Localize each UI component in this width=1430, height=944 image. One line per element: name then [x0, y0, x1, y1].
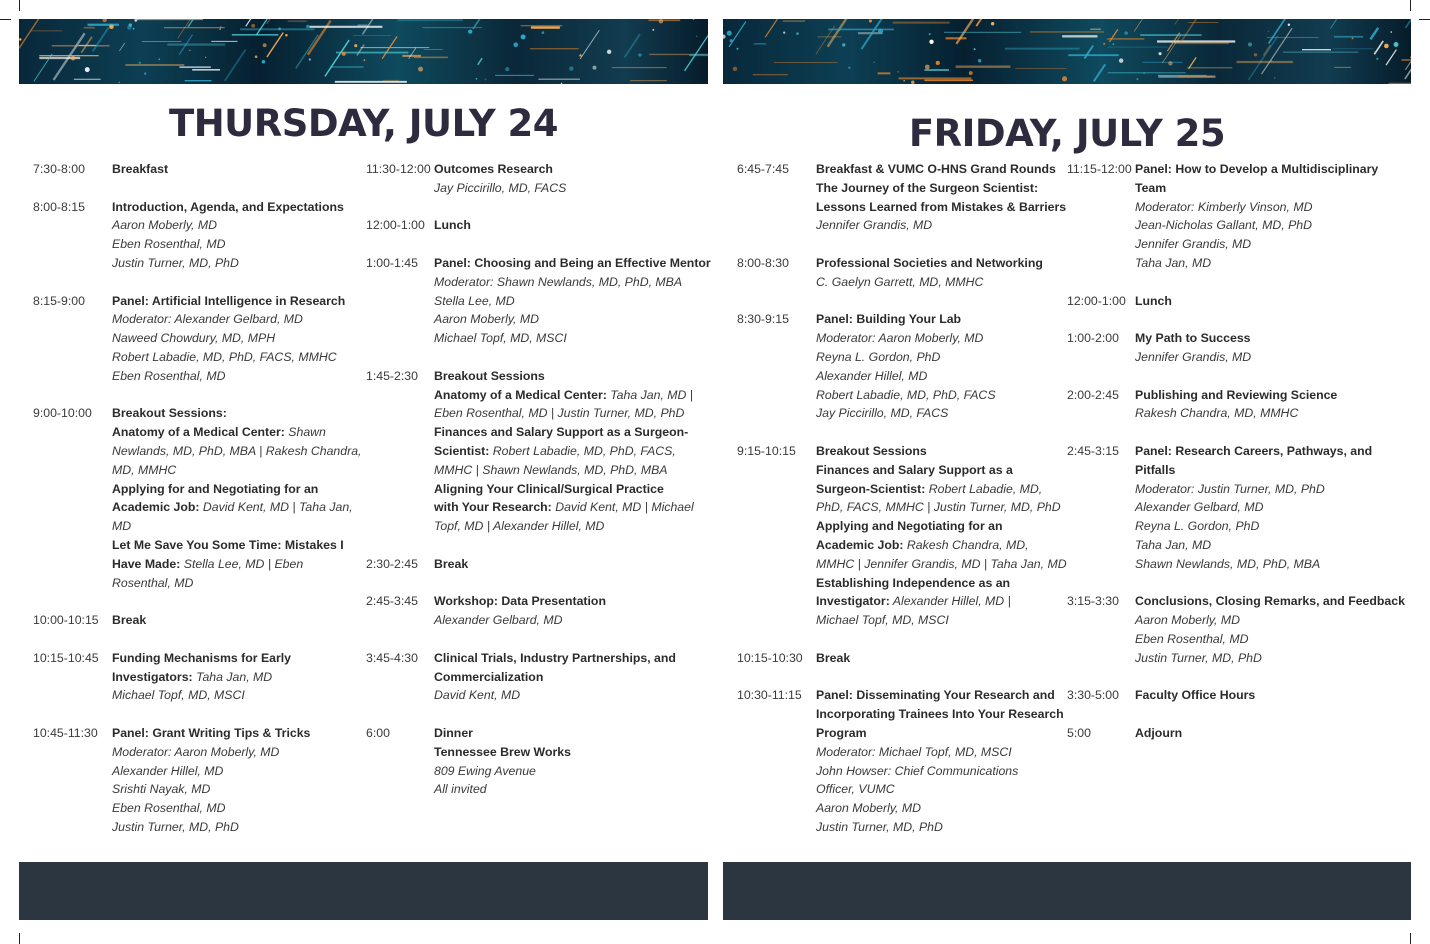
entry-title: Panel: Disseminating Your Research and Incorporating Trainees Into Your Research Program: [816, 688, 1064, 740]
schedule-column: [33, 160, 365, 855]
entry-body: [112, 404, 365, 592]
entry-title: Break: [816, 650, 851, 665]
speaker-line: MMHC | Shawn Newlands, MD, PhD, MBA: [434, 462, 668, 477]
entry-details: [1135, 404, 1407, 423]
speaker-line: Michael Topf, MD, MSCI: [112, 688, 245, 703]
speaker-line: Justin Turner, MD, PhD: [112, 255, 239, 270]
session-title: with Your Research:: [434, 500, 552, 515]
entry-details: [434, 743, 711, 799]
schedule-column: [737, 160, 1067, 855]
entry-body: [1135, 386, 1407, 424]
entry-time: 10:15-10:45: [33, 650, 99, 665]
entry-title: Panel: Building Your Lab: [816, 312, 962, 327]
entry-title: Panel: Artificial Intelligence in Research: [112, 293, 346, 308]
entry-details: [1135, 611, 1407, 667]
speaker-line: Alexander Hillel, MD: [816, 368, 928, 383]
schedule-entry: [33, 198, 365, 273]
entry-title: Outcomes Research: [434, 162, 553, 176]
entry-title: Breakfast: [112, 162, 169, 176]
entry-title: Lunch: [1135, 293, 1172, 308]
entry-time: 2:00-2:45: [1067, 387, 1119, 402]
speaker-line: Michael Topf, MD, MSCI: [434, 331, 567, 346]
session-speakers: Shawn: [288, 425, 326, 440]
entry-time: 12:00-1:00: [1067, 293, 1126, 308]
schedule-entry: [366, 592, 711, 630]
schedule-entry: [33, 292, 365, 386]
session-speakers: Alexander Hillel, MD |: [892, 594, 1011, 609]
speaker-line: Jay Piccirillo, MD, FACS: [816, 406, 949, 421]
entry-body: [816, 686, 1067, 836]
entry-body: [1135, 292, 1407, 311]
crop-mark: [1410, 0, 1411, 11]
session-line: [434, 442, 711, 461]
entry-details: [434, 386, 711, 536]
schedule-entry: [366, 724, 711, 799]
speaker-line: Newlands, MD, PhD, MBA | Rakesh Chandra,: [112, 443, 362, 458]
session-title: Anatomy of a Medical Center:: [112, 425, 285, 440]
session-title: Let Me Save You Some Time: Mistakes I: [112, 537, 344, 552]
entry-title: Breakout Sessions: [816, 443, 927, 458]
speaker-line: MD, MMHC: [112, 462, 177, 477]
schedule-column: [1067, 160, 1407, 762]
entry-title: Workshop: Data Presentation: [434, 594, 606, 609]
speaker-line: Eben Rosenthal, MD: [112, 801, 226, 816]
entry-body: [1135, 329, 1407, 367]
schedule-entry: [366, 555, 711, 574]
session-title: Academic Job:: [816, 537, 904, 552]
entry-details: [816, 273, 1067, 292]
entry-details: [112, 216, 365, 272]
speaker-line: Moderator: Aaron Moberly, MD: [816, 331, 984, 346]
entry-title: Panel: Research Careers, Pathways, and Pitfalls: [1135, 443, 1373, 477]
schedule-entry: [737, 686, 1067, 836]
speaker-line: Officer, VUMC: [816, 782, 895, 797]
schedule-entry: [366, 216, 711, 235]
session-line: [112, 498, 365, 517]
speaker-line: Eben Rosenthal, MD: [112, 237, 226, 252]
entry-time: 6:45-7:45: [737, 162, 789, 176]
entry-details: [1135, 348, 1407, 367]
day-title: FRIDAY, JULY 25: [908, 112, 1226, 155]
speaker-line: Taha Jan, MD: [1135, 255, 1212, 270]
entry-details: [434, 273, 711, 348]
entry-time: 2:45-3:15: [1067, 443, 1119, 458]
schedule-entry: [1067, 386, 1407, 424]
entry-title: Faculty Office Hours: [1135, 688, 1256, 703]
entry-title: Conclusions, Closing Remarks, and Feedback: [1135, 594, 1405, 609]
entry-body: [434, 254, 711, 348]
schedule-entry: [1067, 592, 1407, 667]
entry-details: [816, 216, 1067, 235]
session-line: [434, 386, 711, 405]
session-line: [434, 498, 711, 517]
speaker-line: Eben Rosenthal, MD: [1135, 631, 1249, 646]
entry-body: [1135, 160, 1407, 273]
entry-title: Publishing and Reviewing Science: [1135, 387, 1338, 402]
entry-time: 12:00-1:00: [366, 218, 425, 233]
speaker-line: PhD, FACS, MMHC | Justin Turner, MD, PhD: [816, 500, 1061, 515]
entry-time: 1:00-1:45: [366, 255, 418, 270]
session-title: Academic Job:: [112, 500, 200, 515]
speaker-line: MD: [112, 519, 132, 534]
entry-body: [816, 442, 1067, 630]
speaker-line: Rosenthal, MD: [112, 575, 194, 590]
entry-details: [112, 310, 365, 385]
speaker-line: Eben Rosenthal, MD | Justin Turner, MD, PhD: [434, 406, 685, 421]
entry-title: Panel: Grant Writing Tips & Tricks: [112, 725, 311, 740]
speaker-line: All invited: [434, 782, 487, 797]
session-title: Establishing Independence as an: [816, 575, 1011, 590]
speaker-line: C. Gaelyn Garrett, MD, MMHC: [816, 274, 984, 289]
entry-details: [434, 179, 711, 198]
crop-mark: [0, 19, 11, 20]
session-line: [112, 668, 365, 687]
speaker-line: Michael Topf, MD, MSCI: [816, 613, 949, 628]
schedule-entry: [1067, 160, 1407, 273]
entry-body: [434, 216, 711, 235]
entry-time: 11:30-12:00: [366, 162, 431, 176]
schedule-entry: [366, 254, 711, 348]
entry-details: [112, 668, 365, 706]
entry-title: Break: [112, 613, 147, 628]
speaker-line: Jennifer Grandis, MD: [1135, 349, 1252, 364]
entry-time: 6:00: [366, 725, 390, 740]
session-line: [434, 423, 711, 442]
session-speakers: Taha Jan, MD: [196, 669, 273, 684]
speaker-line: Justin Turner, MD, PhD: [112, 819, 239, 834]
entry-title: Lunch: [434, 218, 471, 233]
schedule-entry: [366, 160, 711, 198]
entry-body: [816, 649, 1067, 668]
entry-time: 11:15-12:00: [1067, 162, 1132, 176]
speaker-line: Eben Rosenthal, MD: [112, 368, 226, 383]
session-line: [816, 574, 1067, 593]
session-title: Finances and Salary Support as a Surgeon-: [434, 425, 689, 440]
session-title: Finances and Salary Support as a: [816, 462, 1013, 477]
speaker-line: Moderator: Alexander Gelbard, MD: [112, 312, 303, 327]
session-title: Tennessee Brew Works: [434, 744, 571, 759]
entry-time: 8:00-8:30: [737, 255, 789, 270]
session-title: Have Made:: [112, 556, 181, 571]
entry-time: 1:45-2:30: [366, 368, 418, 383]
entry-title: Dinner: [434, 725, 473, 740]
entry-details: [816, 461, 1067, 630]
session-speakers: Taha Jan, MD |: [610, 387, 694, 402]
speaker-line: Shawn Newlands, MD, PhD, MBA: [1135, 556, 1321, 571]
session-line: [816, 461, 1067, 480]
speaker-line: Robert Labadie, MD, PhD, FACS: [816, 387, 996, 402]
session-speakers: Robert Labadie, MD,: [928, 481, 1043, 496]
session-line: [112, 480, 365, 499]
speaker-line: Alexander Gelbard, MD: [434, 613, 563, 628]
entry-body: [434, 555, 711, 574]
entry-title: Breakout Sessions: [434, 368, 545, 383]
schedule-entry: [737, 160, 1067, 235]
schedule-entry: [1067, 724, 1407, 743]
session-title: Investigator:: [816, 594, 890, 609]
schedule-entry: [366, 649, 711, 705]
banner-image: [19, 19, 708, 84]
schedule-entry: [1067, 292, 1407, 311]
entry-body: [112, 292, 365, 386]
entry-details: [1135, 480, 1407, 574]
session-title: Applying for and Negotiating for an: [112, 481, 319, 496]
schedule-column: [366, 160, 711, 818]
entry-title: Breakout Sessions:: [112, 406, 227, 421]
entry-body: [816, 160, 1067, 235]
entry-body: [112, 649, 365, 705]
session-title: Investigators:: [112, 669, 193, 684]
footer-band: [723, 862, 1411, 920]
entry-body: [1135, 592, 1407, 667]
entry-body: [434, 649, 711, 705]
page-friday: [723, 0, 1411, 944]
entry-title: Adjourn: [1135, 725, 1183, 740]
entry-time: 3:15-3:30: [1067, 594, 1119, 609]
entry-time: 8:15-9:00: [33, 293, 85, 308]
entry-time: 5:00: [1067, 725, 1091, 740]
speaker-line: 809 Ewing Avenue: [434, 763, 536, 778]
session-line: [434, 743, 711, 762]
entry-time: 7:30-8:00: [33, 162, 85, 176]
speaker-line: Alexander Hillel, MD: [112, 763, 224, 778]
session-speakers: Rakesh Chandra, MD,: [906, 537, 1029, 552]
entry-body: [112, 724, 365, 837]
crop-mark: [1419, 19, 1430, 20]
session-speakers: David Kent, MD | Michael: [555, 500, 694, 515]
entry-title: Break: [434, 556, 469, 571]
entry-time: 2:30-2:45: [366, 556, 418, 571]
session-title: Applying and Negotiating for an: [816, 519, 1003, 534]
entry-body: [434, 160, 711, 198]
schedule-entry: [1067, 329, 1407, 367]
schedule-entry: [33, 649, 365, 705]
footer-band: [19, 862, 708, 920]
speaker-line: Aaron Moberly, MD: [1135, 613, 1241, 628]
schedule-entry: [1067, 442, 1407, 574]
session-title: Anatomy of a Medical Center:: [434, 387, 607, 402]
schedule-entry: [33, 404, 365, 592]
entry-time: 8:30-9:15: [737, 312, 789, 327]
schedule-entry: [366, 367, 711, 536]
entry-title: Introduction, Agenda, and Expectations: [112, 199, 344, 214]
entry-time: 9:15-10:15: [737, 443, 796, 458]
entry-title: Clinical Trials, Industry Partnerships, and Commercialization: [434, 650, 676, 684]
session-line: [112, 423, 365, 442]
schedule-entry: [737, 649, 1067, 668]
speaker-line: Aaron Moberly, MD: [434, 312, 540, 327]
session-line: [112, 555, 365, 574]
entry-body: [1135, 724, 1407, 743]
entry-time: 3:30-5:00: [1067, 688, 1119, 703]
speaker-line: Rakesh Chandra, MD, MMHC: [1135, 406, 1299, 421]
entry-title: Breakfast & VUMC O-HNS Grand Rounds The Journey of the Surgeon Scientist: Lessons Learned from Mistakes & Barriers: [816, 162, 1067, 214]
entry-body: [816, 254, 1067, 292]
entry-body: [816, 310, 1067, 423]
speaker-line: Reyna L. Gordon, PhD: [1135, 519, 1260, 534]
speaker-line: Jean-Nicholas Gallant, MD, PhD: [1135, 218, 1313, 233]
speaker-line: Moderator: Kimberly Vinson, MD: [1135, 199, 1313, 214]
session-title: Surgeon-Scientist:: [816, 481, 926, 496]
crop-mark: [19, 933, 20, 944]
crop-mark: [19, 0, 20, 11]
banner-image: [723, 19, 1411, 84]
speaker-line: Robert Labadie, MD, PhD, FACS, MMHC: [112, 349, 337, 364]
entry-title: My Path to Success: [1135, 331, 1251, 346]
entry-time: 10:30-11:15: [737, 688, 802, 703]
entry-body: [434, 592, 711, 630]
entry-time: 8:00-8:15: [33, 199, 85, 214]
entry-body: [112, 198, 365, 273]
session-speakers: Robert Labadie, MD, PhD, FACS,: [492, 443, 676, 458]
speaker-line: Moderator: Michael Topf, MD, MSCI: [816, 744, 1012, 759]
session-line: [816, 480, 1067, 499]
crop-mark: [1410, 933, 1411, 944]
session-line: [816, 517, 1067, 536]
speaker-line: Jay Piccirillo, MD, FACS: [434, 180, 567, 195]
schedule-entry: [33, 611, 365, 630]
entry-time: 9:00-10:00: [33, 406, 92, 421]
entry-title: Professional Societies and Networking: [816, 255, 1043, 270]
entry-body: [434, 367, 711, 536]
entry-details: [112, 423, 365, 592]
entry-body: [112, 160, 365, 179]
entry-body: [112, 611, 365, 630]
entry-time: 1:00-2:00: [1067, 331, 1119, 346]
speaker-line: Justin Turner, MD, PhD: [1135, 650, 1262, 665]
speaker-line: Aaron Moberly, MD: [112, 218, 218, 233]
speaker-line: John Howser: Chief Communications: [816, 763, 1019, 778]
entry-time: 10:15-10:30: [737, 650, 803, 665]
speaker-line: Naweed Chowdury, MD, MPH: [112, 331, 276, 346]
speaker-line: Stella Lee, MD: [434, 293, 515, 308]
entry-body: [1135, 442, 1407, 574]
session-line: [816, 536, 1067, 555]
schedule-entry: [33, 724, 365, 837]
entry-details: [434, 611, 711, 630]
speaker-line: Taha Jan, MD: [1135, 537, 1212, 552]
speaker-line: Justin Turner, MD, PhD: [816, 819, 943, 834]
schedule-entry: [737, 254, 1067, 292]
schedule-entry: [737, 442, 1067, 630]
entry-time: 10:00-10:15: [33, 613, 99, 628]
speaker-line: Alexander Gelbard, MD: [1135, 500, 1264, 515]
speaker-line: Moderator: Justin Turner, MD, PhD: [1135, 481, 1325, 496]
entry-title: Panel: How to Develop a Multidisciplinary Team: [1135, 162, 1379, 195]
speaker-line: Srishti Nayak, MD: [112, 782, 211, 797]
session-line: [112, 536, 365, 555]
entry-title: Panel: Choosing and Being an Effective Mentor: [434, 255, 711, 270]
session-speakers: Stella Lee, MD | Eben: [183, 556, 304, 571]
speaker-line: Jennifer Grandis, MD: [816, 218, 933, 233]
speaker-line: MMHC | Jennifer Grandis, MD | Taha Jan, MD: [816, 556, 1067, 571]
entry-body: [1135, 686, 1407, 705]
speaker-line: Jennifer Grandis, MD: [1135, 237, 1252, 252]
page-thursday: [19, 0, 711, 944]
session-line: [434, 480, 711, 499]
day-title: THURSDAY, JULY 24: [168, 102, 559, 145]
entry-details: [816, 743, 1067, 837]
speaker-line: Moderator: Aaron Moberly, MD: [112, 744, 280, 759]
schedule-entry: [737, 310, 1067, 423]
entry-details: [816, 329, 1067, 423]
speaker-line: Reyna L. Gordon, PhD: [816, 349, 941, 364]
speaker-line: David Kent, MD: [434, 688, 521, 703]
schedule-entry: [33, 160, 365, 179]
entry-details: [112, 743, 365, 837]
entry-title: Funding Mechanisms for Early: [112, 650, 292, 665]
speaker-line: Topf, MD | Alexander Hillel, MD: [434, 519, 605, 534]
entry-time: 10:45-11:30: [33, 725, 98, 740]
speaker-line: Aaron Moberly, MD: [816, 801, 922, 816]
entry-details: [1135, 198, 1407, 273]
speaker-line: Moderator: Shawn Newlands, MD, PhD, MBA: [434, 274, 683, 289]
session-title: Aligning Your Clinical/Surgical Practice: [434, 481, 664, 496]
entry-details: [434, 686, 711, 705]
schedule-entry: [1067, 686, 1407, 705]
session-line: [816, 592, 1067, 611]
session-speakers: David Kent, MD | Taha Jan,: [202, 500, 353, 515]
entry-time: 2:45-3:45: [366, 594, 418, 609]
entry-body: [434, 724, 711, 799]
entry-time: 3:45-4:30: [366, 650, 418, 665]
session-title: Scientist:: [434, 443, 490, 458]
